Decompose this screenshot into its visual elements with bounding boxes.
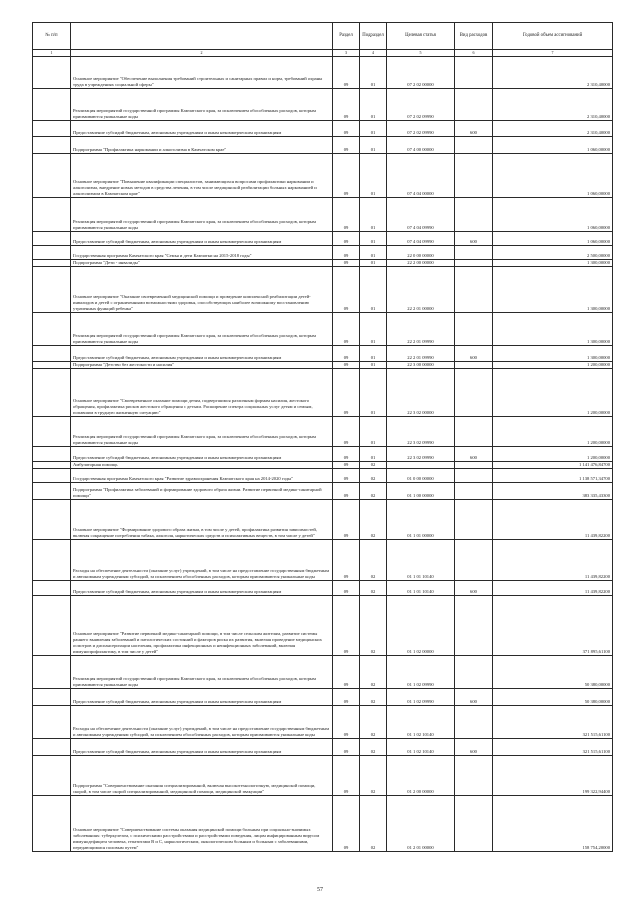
table-row xyxy=(33,596,613,656)
cell-vid-rashodov xyxy=(455,796,493,852)
cell-num xyxy=(33,232,71,246)
cell-podrazdel: 01 xyxy=(360,362,387,369)
cell-vid-rashodov: 600 xyxy=(455,689,493,706)
table-row xyxy=(33,313,613,346)
cell-razdel: 09 xyxy=(333,706,360,739)
cell-num xyxy=(33,796,71,852)
cell-vid-rashodov: 600 xyxy=(455,581,493,596)
cell-vid-rashodov: 600 xyxy=(455,232,493,246)
cell-sum: 11 439,82200 xyxy=(493,581,613,596)
cell-name: Реализация мероприятий государственной программы Камчатского края, за исключением обособленных расходов, которым присваиваются уникальные коды xyxy=(71,313,333,346)
cell-vid-rashodov xyxy=(455,417,493,447)
cell-tsel-statya: 22 3 02 09990 xyxy=(387,447,455,462)
cell-vid-rashodov: 600 xyxy=(455,346,493,362)
cell-razdel: 09 xyxy=(333,313,360,346)
cell-podrazdel: 02 xyxy=(360,596,387,656)
cell-razdel: 09 xyxy=(333,362,360,369)
table-row xyxy=(33,121,613,137)
cell-sum: 2 310,40000 xyxy=(493,57,613,89)
cell-vid-rashodov xyxy=(455,246,493,260)
cell-podrazdel: 01 xyxy=(360,198,387,232)
table-row xyxy=(33,154,613,198)
cell-podrazdel: 02 xyxy=(360,706,387,739)
cell-podrazdel: 02 xyxy=(360,739,387,756)
cell-num xyxy=(33,260,71,267)
cell-podrazdel: 01 xyxy=(360,154,387,198)
cell-vid-rashodov xyxy=(455,596,493,656)
table-row xyxy=(33,232,613,246)
cell-razdel: 09 xyxy=(333,417,360,447)
cell-name: Государственная программа Камчатского края "Развитие здравоохранения Камчатского края на 2014-2020 годы" xyxy=(71,469,333,483)
column-number: 2 xyxy=(71,50,333,57)
table-row xyxy=(33,198,613,232)
cell-tsel-statya xyxy=(387,462,455,469)
cell-tsel-statya: 22 3 00 00000 xyxy=(387,362,455,369)
cell-sum: 1 200,00000 xyxy=(493,369,613,417)
cell-tsel-statya: 22 0 00 00000 xyxy=(387,246,455,260)
cell-num xyxy=(33,362,71,369)
header-razdel: Раздел xyxy=(333,23,360,50)
column-number: 4 xyxy=(360,50,387,57)
cell-razdel: 09 xyxy=(333,89,360,121)
cell-num xyxy=(33,267,71,313)
cell-num xyxy=(33,483,71,500)
cell-sum: 321 515,61100 xyxy=(493,706,613,739)
cell-podrazdel: 02 xyxy=(360,469,387,483)
cell-name: Реализация мероприятий государственной программы Камчатского края, за исключением обособленных расходов, которым присваиваются уникальные коды xyxy=(71,89,333,121)
cell-tsel-statya: 07 2 02 09990 xyxy=(387,121,455,137)
cell-razdel: 09 xyxy=(333,656,360,689)
cell-num xyxy=(33,447,71,462)
cell-name: Основное мероприятие "Совершенствование системы оказания медицинской помощи больным при социально-значимых заболеваниях: туберкулезом, с психическими расстройствами и расстройствами поведения, лицам инфицированным вирусом иммунодефицита человека, гепатитами В и С, наркологическим, онкологическим больным и больным с заболеваниями, передающимися половым путем" xyxy=(71,796,333,852)
table-row xyxy=(33,260,613,267)
cell-num xyxy=(33,596,71,656)
header-name xyxy=(71,23,333,50)
cell-vid-rashodov: 600 xyxy=(455,447,493,462)
cell-vid-rashodov: 600 xyxy=(455,121,493,137)
column-number: 7 xyxy=(493,50,613,57)
table-row xyxy=(33,656,613,689)
cell-vid-rashodov xyxy=(455,362,493,369)
column-number: 6 xyxy=(455,50,493,57)
cell-tsel-statya: 22 2 00 00000 xyxy=(387,260,455,267)
cell-num xyxy=(33,313,71,346)
cell-tsel-statya: 01 1 02 10140 xyxy=(387,739,455,756)
cell-sum: 2 500,00000 xyxy=(493,246,613,260)
cell-razdel: 09 xyxy=(333,232,360,246)
column-number: 3 xyxy=(333,50,360,57)
cell-name: Основное мероприятие "Формирование здорового образа жизни, в том числе у детей, профилактика развития зависимостей, включая сокращение потребления табака, алкоголя, наркотических средств и психоактивных веществ, в том числе у детей" xyxy=(71,500,333,540)
cell-name: Предоставление субсидий бюджетным, автономным учреждениям и иным некоммерческим организациям xyxy=(71,581,333,596)
cell-podrazdel: 02 xyxy=(360,656,387,689)
table-header-row xyxy=(33,23,613,50)
cell-num xyxy=(33,198,71,232)
cell-tsel-statya: 07 4 04 00000 xyxy=(387,154,455,198)
cell-sum: 199 322,94400 xyxy=(493,756,613,796)
cell-name: Предоставление субсидий бюджетным, автономным учреждениям и иным некоммерческим организациям xyxy=(71,689,333,706)
cell-podrazdel: 01 xyxy=(360,260,387,267)
table-row xyxy=(33,469,613,483)
cell-vid-rashodov xyxy=(455,756,493,796)
cell-num xyxy=(33,706,71,739)
cell-sum: 1 300,00000 xyxy=(493,260,613,267)
cell-name: Предоставление субсидий бюджетным, автономным учреждениям и иным некоммерческим организациям xyxy=(71,346,333,362)
cell-razdel: 09 xyxy=(333,260,360,267)
cell-sum: 371 895,61100 xyxy=(493,596,613,656)
cell-sum: 158 754,20000 xyxy=(493,796,613,852)
cell-name: Реализация мероприятий государственной программы Камчатского края, за исключением обособленных расходов, которым присваиваются уникальные коды xyxy=(71,417,333,447)
cell-sum: 1 300,00000 xyxy=(493,346,613,362)
cell-name: Подпрограмма "Совершенствование оказания специализированной, включая высокотехнологичную, медицинской помощи, скорой, в том числе скорой специализированной, медицинской помощи, медицинской эвакуации" xyxy=(71,756,333,796)
table-row xyxy=(33,540,613,581)
cell-tsel-statya: 01 1 00 00000 xyxy=(387,483,455,500)
cell-podrazdel: 02 xyxy=(360,796,387,852)
cell-name: Подпрограмма "Профилактика заболеваний и формирование здорового образа жизни. Развитие первичной медико-санитарной помощи" xyxy=(71,483,333,500)
cell-podrazdel: 01 xyxy=(360,89,387,121)
cell-sum: 2 310,40000 xyxy=(493,121,613,137)
cell-tsel-statya: 01 1 01 10140 xyxy=(387,540,455,581)
cell-sum: 321 515,61100 xyxy=(493,739,613,756)
table-row xyxy=(33,417,613,447)
cell-name: Предоставление субсидий бюджетным, автономным учреждениям и иным некоммерческим организациям xyxy=(71,739,333,756)
cell-num xyxy=(33,756,71,796)
cell-sum: 11 439,82200 xyxy=(493,540,613,581)
cell-name: Расходы на обеспечение деятельности (оказание услуг) учреждений, в том числе на предоставление государственным бюджетным и автономным учреждениям субсидий, за исключением обособленных расходов, которым присваиваются уникальные коды xyxy=(71,540,333,581)
cell-podrazdel: 01 xyxy=(360,246,387,260)
cell-sum: 1 200,00000 xyxy=(493,362,613,369)
cell-vid-rashodov xyxy=(455,706,493,739)
cell-num xyxy=(33,137,71,154)
cell-num xyxy=(33,417,71,447)
cell-razdel: 09 xyxy=(333,246,360,260)
cell-vid-rashodov xyxy=(455,260,493,267)
cell-podrazdel: 02 xyxy=(360,689,387,706)
header-tsel-statya: Целевая статья xyxy=(387,23,455,50)
cell-sum: 11 439,82200 xyxy=(493,500,613,540)
cell-podrazdel: 02 xyxy=(360,581,387,596)
table-row xyxy=(33,756,613,796)
cell-name: Основное мероприятие "Своевременное оказание помощи детям, подвергшимся различным формам насилия, жестокого обращения, профилактика рисков жестокого обращения с детьми. Расширение спектра социальных услуг детям и семьям, попавшим в трудную жизненную ситуацию" xyxy=(71,369,333,417)
cell-razdel: 09 xyxy=(333,540,360,581)
cell-num xyxy=(33,57,71,89)
cell-tsel-statya: 01 0 00 00000 xyxy=(387,469,455,483)
cell-vid-rashodov xyxy=(455,267,493,313)
cell-tsel-statya: 22 2 01 09990 xyxy=(387,346,455,362)
cell-podrazdel: 01 xyxy=(360,447,387,462)
table-row xyxy=(33,581,613,596)
cell-podrazdel: 02 xyxy=(360,462,387,469)
cell-name: Подпрограмма "Дети - инвалиды" xyxy=(71,260,333,267)
page-number: 57 xyxy=(317,887,323,893)
cell-tsel-statya: 01 1 02 10140 xyxy=(387,706,455,739)
cell-tsel-statya: 07 2 02 00000 xyxy=(387,57,455,89)
cell-podrazdel: 01 xyxy=(360,313,387,346)
cell-podrazdel: 01 xyxy=(360,137,387,154)
cell-num xyxy=(33,689,71,706)
cell-sum: 50 380,00000 xyxy=(493,656,613,689)
cell-name: Подпрограмма "Профилактика наркомании и алкоголизма в Камчатском крае" xyxy=(71,137,333,154)
cell-num xyxy=(33,581,71,596)
table-row xyxy=(33,57,613,89)
table-row xyxy=(33,267,613,313)
cell-name: Основное мероприятие "Оказание своевременной медицинской помощи и проведение комплексной реабилитации детей-инвалидов и детей с ограниченными возможностями здоровья, способствующих наиболее возможному восстановлению утраченных функций ребенка" xyxy=(71,267,333,313)
cell-sum: 1 300,00000 xyxy=(493,267,613,313)
cell-razdel: 09 xyxy=(333,796,360,852)
cell-name: Реализация мероприятий государственной программы Камчатского края, за исключением обособленных расходов, которым присваиваются уникальные коды xyxy=(71,198,333,232)
budget-table xyxy=(32,22,613,852)
cell-podrazdel: 01 xyxy=(360,232,387,246)
cell-sum: 1 060,00000 xyxy=(493,198,613,232)
cell-num xyxy=(33,369,71,417)
cell-tsel-statya: 01 2 01 00000 xyxy=(387,796,455,852)
cell-vid-rashodov xyxy=(455,500,493,540)
cell-razdel: 09 xyxy=(333,57,360,89)
table-row xyxy=(33,346,613,362)
cell-razdel: 09 xyxy=(333,596,360,656)
cell-podrazdel: 01 xyxy=(360,121,387,137)
table-body xyxy=(33,57,613,852)
cell-tsel-statya: 07 4 04 09990 xyxy=(387,198,455,232)
cell-vid-rashodov xyxy=(455,89,493,121)
cell-num xyxy=(33,540,71,581)
cell-razdel: 09 xyxy=(333,447,360,462)
cell-razdel: 09 xyxy=(333,198,360,232)
cell-tsel-statya: 01 1 02 09990 xyxy=(387,656,455,689)
cell-sum: 2 310,40000 xyxy=(493,89,613,121)
cell-name: Расходы на обеспечение деятельности (оказание услуг) учреждений, в том числе на предоставление государственным бюджетным и автономным учреждениям субсидий, за исключением обособленных расходов, которым присваиваются уникальные коды xyxy=(71,706,333,739)
cell-vid-rashodov xyxy=(455,656,493,689)
cell-sum: 1 060,00000 xyxy=(493,232,613,246)
table-row xyxy=(33,689,613,706)
cell-name: Основное мероприятие "Повышение квалификации специалистов, занимающихся вопросами профилактики наркомании и алкоголизма, внедрение новых методов в средства лечения, в том числе медицинской реабилитации больных наркоманией и алкоголизмом в Камчатском крае" xyxy=(71,154,333,198)
cell-tsel-statya: 22 3 02 00000 xyxy=(387,369,455,417)
cell-podrazdel: 01 xyxy=(360,369,387,417)
cell-name: Амбулаторная помощь xyxy=(71,462,333,469)
cell-razdel: 09 xyxy=(333,369,360,417)
table-row xyxy=(33,500,613,540)
cell-tsel-statya: 07 2 02 09990 xyxy=(387,89,455,121)
cell-tsel-statya: 01 1 02 09990 xyxy=(387,689,455,706)
cell-num xyxy=(33,739,71,756)
cell-sum: 50 380,00000 xyxy=(493,689,613,706)
table-row xyxy=(33,246,613,260)
cell-sum: 383 335,43300 xyxy=(493,483,613,500)
cell-num xyxy=(33,346,71,362)
cell-tsel-statya: 01 1 02 00000 xyxy=(387,596,455,656)
table-row xyxy=(33,137,613,154)
cell-name: Основное мероприятие "Развитие первичной медико-санитарной помощи, в том числе сельским жителям, развитие системы раннего выявления заболеваний и патологических состояний и факторов риска их развития, включая проведение медицинских осмотров и диспансеризации населения, профилактика инфекционных и неинфекционных заболеваний, включая иммунопрофилактику, в том числе у детей" xyxy=(71,596,333,656)
cell-razdel: 09 xyxy=(333,469,360,483)
cell-sum: 1 060,00000 xyxy=(493,137,613,154)
table-row xyxy=(33,362,613,369)
cell-name: Предоставление субсидий бюджетным, автономным учреждениям и иным некоммерческим организациям xyxy=(71,121,333,137)
cell-tsel-statya: 22 3 02 09990 xyxy=(387,417,455,447)
table-row xyxy=(33,483,613,500)
cell-sum: 1 200,00000 xyxy=(493,447,613,462)
cell-tsel-statya: 07 4 04 09990 xyxy=(387,232,455,246)
header-num: № п/п xyxy=(33,23,71,50)
cell-razdel: 09 xyxy=(333,581,360,596)
cell-vid-rashodov xyxy=(455,462,493,469)
cell-num xyxy=(33,469,71,483)
table-row xyxy=(33,462,613,469)
cell-podrazdel: 01 xyxy=(360,346,387,362)
cell-podrazdel: 02 xyxy=(360,500,387,540)
cell-vid-rashodov xyxy=(455,198,493,232)
cell-name: Реализация мероприятий государственной программы Камчатского края, за исключением обособленных расходов, которым присваиваются уникальные коды xyxy=(71,656,333,689)
cell-sum: 1 138 571,34700 xyxy=(493,469,613,483)
cell-podrazdel: 01 xyxy=(360,57,387,89)
header-podrazdel: Подраздел xyxy=(360,23,387,50)
cell-sum: 1 300,00000 xyxy=(493,313,613,346)
table-row xyxy=(33,89,613,121)
cell-razdel: 09 xyxy=(333,267,360,313)
cell-razdel: 09 xyxy=(333,756,360,796)
cell-sum: 1 060,00000 xyxy=(493,154,613,198)
cell-num xyxy=(33,121,71,137)
cell-vid-rashodov xyxy=(455,313,493,346)
cell-tsel-statya: 01 2 00 00000 xyxy=(387,756,455,796)
cell-vid-rashodov xyxy=(455,137,493,154)
cell-num xyxy=(33,500,71,540)
cell-num xyxy=(33,462,71,469)
cell-tsel-statya: 22 2 01 09990 xyxy=(387,313,455,346)
cell-razdel: 09 xyxy=(333,154,360,198)
column-number: 5 xyxy=(387,50,455,57)
cell-tsel-statya: 01 1 01 00000 xyxy=(387,500,455,540)
cell-name: Предоставление субсидий бюджетным, автономным учреждениям и иным некоммерческим организациям xyxy=(71,232,333,246)
cell-num xyxy=(33,246,71,260)
cell-vid-rashodov: 600 xyxy=(455,739,493,756)
cell-tsel-statya: 22 2 01 00000 xyxy=(387,267,455,313)
cell-razdel: 09 xyxy=(333,483,360,500)
cell-razdel: 09 xyxy=(333,121,360,137)
table-row xyxy=(33,796,613,852)
cell-name: Государственная программа Камчатского края "Семья и дети Камчатки на 2015-2018 годы" xyxy=(71,246,333,260)
cell-vid-rashodov xyxy=(455,57,493,89)
cell-razdel: 09 xyxy=(333,462,360,469)
cell-razdel: 09 xyxy=(333,346,360,362)
cell-vid-rashodov xyxy=(455,154,493,198)
cell-podrazdel: 01 xyxy=(360,417,387,447)
cell-podrazdel: 02 xyxy=(360,756,387,796)
cell-razdel: 09 xyxy=(333,739,360,756)
cell-podrazdel: 02 xyxy=(360,483,387,500)
cell-podrazdel: 01 xyxy=(360,267,387,313)
cell-sum: 1 200,00000 xyxy=(493,417,613,447)
table-row xyxy=(33,447,613,462)
table-row xyxy=(33,739,613,756)
column-number-row xyxy=(33,50,613,57)
cell-vid-rashodov xyxy=(455,469,493,483)
column-number: 1 xyxy=(33,50,71,57)
cell-num xyxy=(33,154,71,198)
table-row xyxy=(33,369,613,417)
cell-vid-rashodov xyxy=(455,483,493,500)
cell-sum: 1 141 476,84700 xyxy=(493,462,613,469)
header-vid-rashodov: Вид расходов xyxy=(455,23,493,50)
cell-razdel: 09 xyxy=(333,137,360,154)
cell-num xyxy=(33,656,71,689)
cell-tsel-statya: 07 4 00 00000 xyxy=(387,137,455,154)
table-row xyxy=(33,706,613,739)
cell-razdel: 09 xyxy=(333,689,360,706)
cell-podrazdel: 02 xyxy=(360,540,387,581)
cell-name: Основное мероприятие "Обеспечение выполнения требований строительных и санитарных правил и норм, требований охраны труда в учреждениях социальной сферы" xyxy=(71,57,333,89)
cell-razdel: 09 xyxy=(333,500,360,540)
cell-vid-rashodov xyxy=(455,369,493,417)
cell-name: Подпрограмма "Детство без жестокости и насилия" xyxy=(71,362,333,369)
cell-vid-rashodov xyxy=(455,540,493,581)
cell-name: Предоставление субсидий бюджетным, автономным учреждениям и иным некоммерческим организациям xyxy=(71,447,333,462)
cell-num xyxy=(33,89,71,121)
cell-tsel-statya: 01 1 01 10140 xyxy=(387,581,455,596)
header-godovoy-obem: Годовой объем ассигнований xyxy=(493,23,613,50)
